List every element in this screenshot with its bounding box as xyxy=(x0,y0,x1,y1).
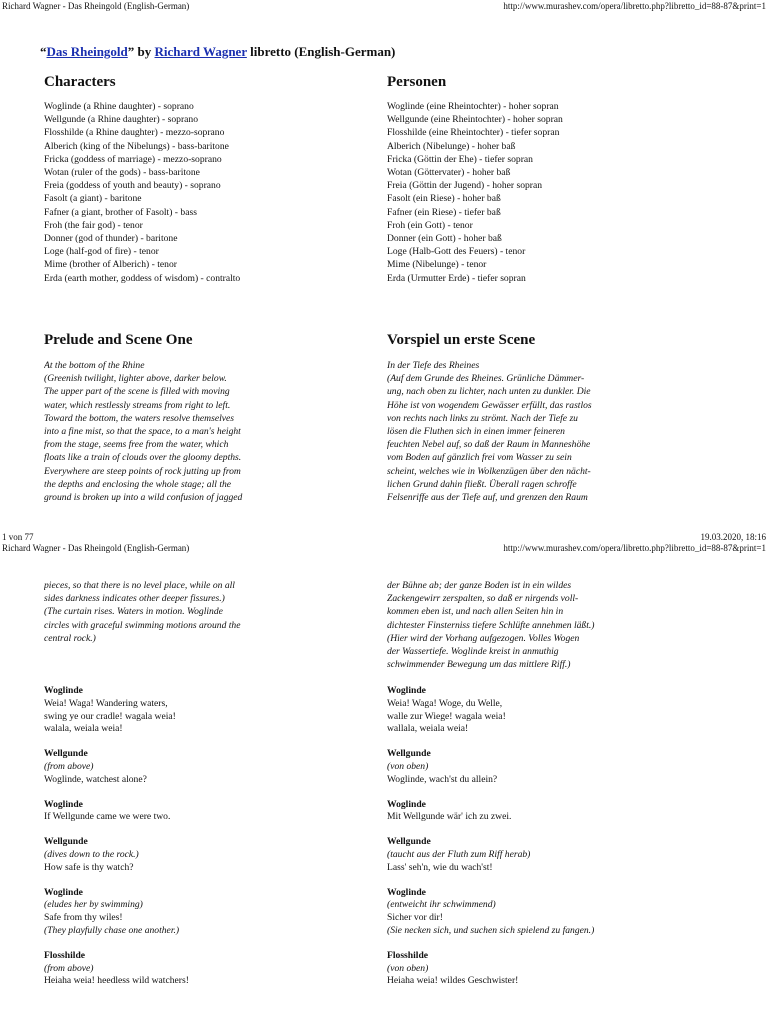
character-entry: Donner (ein Gott) - hoher baß xyxy=(387,233,502,245)
lyric-line: Heiaha weia! wildes Geschwister! xyxy=(387,975,519,987)
dialog-column-de xyxy=(387,685,594,1000)
stage-direction-line: Toward the bottom, the waters resolve themselves xyxy=(44,412,234,424)
print-header-url: http://www.murashev.com/opera/libretto.php?libretto_id=88-87&print=1 xyxy=(503,1,766,11)
dialog-block xyxy=(387,887,594,938)
stage-direction-line: feuchten Nebel auf, so daß der Raum in Manneshöhe xyxy=(387,439,591,451)
characters-heading-de: Personen xyxy=(387,74,447,90)
print-timestamp: 19.03.2020, 18:16 xyxy=(700,532,766,542)
character-entry: Mime (Nibelunge) - tenor xyxy=(387,259,487,271)
character-entry: Flosshilde (eine Rheintochter) - tiefer sopran xyxy=(387,127,560,139)
character-entry: Erda (earth mother, goddess of wisdom) - contralto xyxy=(44,272,241,284)
page-number: 1 von 77 xyxy=(2,532,34,542)
character-entry: Fasolt (ein Riese) - hoher baß xyxy=(387,193,501,205)
dialog-block xyxy=(387,685,594,736)
dialog-block xyxy=(44,887,189,938)
scene-heading-de: Vorspiel un erste Scene xyxy=(387,332,536,348)
character-entry: Wellgunde (a Rhine daughter) - soprano xyxy=(44,114,199,126)
composer-link[interactable]: Richard Wagner xyxy=(154,44,247,59)
document-title xyxy=(40,44,395,60)
dialog-column-en xyxy=(44,685,189,1000)
stage-direction-line: Zackengewirr zerspalten, so daß er nirgends voll- xyxy=(387,593,579,605)
stage-direction-line: sides darkness indicates other deeper fissures.) xyxy=(44,593,225,605)
lyric-line: Heiaha weia! heedless wild watchers! xyxy=(44,975,189,987)
stage-direction: (from above) xyxy=(44,760,94,772)
character-entry: Erda (Urmutter Erde) - tiefer sopran xyxy=(387,272,526,284)
stage-direction-line: the depths and enclosing the whole stage; all the xyxy=(44,478,232,490)
stage-direction: (entweicht ihr schwimmend) xyxy=(387,899,496,911)
character-entry: Fafner (ein Riese) - tiefer baß xyxy=(387,206,501,218)
dialog-block xyxy=(44,950,189,988)
character-entry: Fricka (goddess of marriage) - mezzo-soprano xyxy=(44,153,222,165)
character-entry: Woglinde (eine Rheintochter) - hoher sopran xyxy=(387,101,559,112)
print-header-title: Richard Wagner - Das Rheingold (English-German) xyxy=(2,543,190,553)
stage-direction-line: central rock.) xyxy=(44,632,96,644)
speaker-name: Wellgunde xyxy=(387,836,431,848)
lyric-line: If Wellgunde came we were two. xyxy=(44,811,171,823)
stage-direction-line: lichen Grund dahin fließt. Überall ragen schroffe xyxy=(387,478,577,490)
stage-direction-line: pieces, so that there is no level place, while on all xyxy=(44,580,235,591)
stage-direction-line: lösen die Fluthen sich in einen immer feineren xyxy=(387,426,565,438)
lyric-line: Sicher vor dir! xyxy=(387,912,443,924)
dialog-block xyxy=(387,748,594,786)
lyric-line: Weia! Waga! Woge, du Welle, xyxy=(387,697,503,709)
lyric-line: Weia! Waga! Wandering waters, xyxy=(44,697,168,709)
character-entry: Wellgunde (eine Rheintochter) - hoher sopran xyxy=(387,114,563,126)
character-entry: Froh (ein Gott) - tenor xyxy=(387,219,473,231)
lyric-line: wallala, weiala weia! xyxy=(387,723,469,735)
dialog-block xyxy=(44,748,189,786)
title-quote-open: “ xyxy=(40,44,47,59)
speaker-name: Woglinde xyxy=(387,685,426,696)
stage-direction-line: Everywhere are steep points of rock jutting up from xyxy=(44,465,241,477)
stage-direction-line: schwimmender Bewegung um das mittlere Riff.) xyxy=(387,659,571,671)
stage-direction: (taucht aus der Fluth zum Riff herab) xyxy=(387,848,531,860)
title-by: ” by xyxy=(127,44,155,59)
lyric-line: walle zur Wiege! wagala weia! xyxy=(387,710,506,722)
stage-direction-line: water, which restlessly streams from right to left. xyxy=(44,399,231,411)
stage-direction-line: (Hier wird der Vorhang aufgezogen. Volles Wogen xyxy=(387,632,580,644)
speaker-name: Woglinde xyxy=(44,798,83,810)
stage-direction-line: ground is broken up into a wild confusion of jagged xyxy=(44,492,243,502)
lyric-line: How safe is thy watch? xyxy=(44,861,134,873)
speaker-name: Woglinde xyxy=(44,886,83,898)
stage-direction-line: Höhe ist von wogendem Gewässer erfüllt, das rastlos xyxy=(387,399,592,411)
stage-direction-en xyxy=(44,359,344,502)
character-entry: Fasolt (a giant) - baritone xyxy=(44,193,142,205)
character-entry: Fafner (a giant, brother of Fasolt) - bass xyxy=(44,206,197,218)
stage-direction-line: (The curtain rises. Waters in motion. Woglinde xyxy=(44,606,223,618)
stage-direction-line: floats like a train of clouds over the gloomy depths. xyxy=(44,452,242,464)
lyric-line: Lass' seh'n, wie du wach'st! xyxy=(387,861,493,873)
lyric-line: Woglinde, watchest alone? xyxy=(44,773,147,785)
stage-direction: (eludes her by swimming) xyxy=(44,899,143,911)
print-header-url: http://www.murashev.com/opera/libretto.php?libretto_id=88-87&print=1 xyxy=(503,543,766,553)
character-entry: Mime (brother of Alberich) - tenor xyxy=(44,259,177,271)
dialog-block xyxy=(44,685,189,736)
character-entry: Alberich (Nibelunge) - hoher baß xyxy=(387,140,516,152)
speaker-name: Woglinde xyxy=(387,886,426,898)
character-entry: Wotan (ruler of the gods) - bass-baritone xyxy=(44,167,200,179)
stage-direction: (from above) xyxy=(44,962,94,974)
stage-direction-line: vom Boden auf gänzlich frei vom Wasser zu sein xyxy=(387,452,572,464)
character-entry: Wotan (Göttervater) - hoher baß xyxy=(387,167,511,179)
speaker-name: Woglinde xyxy=(44,685,83,696)
title-suffix: libretto (English-German) xyxy=(246,44,396,59)
character-entry: Loge (half-god of fire) - tenor xyxy=(44,246,159,258)
stage-direction: (They playfully chase one another.) xyxy=(44,924,180,936)
stage-direction: (von oben) xyxy=(387,962,429,974)
character-entry: Freia (Göttin der Jugend) - hoher sopran xyxy=(387,180,543,192)
dialog-block xyxy=(387,950,594,988)
character-entry: Froh (the fair god) - tenor xyxy=(44,219,143,231)
opera-link[interactable]: Das Rheingold xyxy=(46,44,128,59)
stage-direction-line: der Bühne ab; der ganze Boden ist in ein wildes xyxy=(387,580,572,591)
stage-direction-de xyxy=(387,359,687,502)
speaker-name: Woglinde xyxy=(387,798,426,810)
stage-direction-line: The upper part of the scene is filled with moving xyxy=(44,386,230,398)
stage-direction-line: In der Tiefe des Rheines xyxy=(387,360,480,371)
lyric-line: Mit Wellgunde wär' ich zu zwei. xyxy=(387,811,512,823)
speaker-name: Flosshilde xyxy=(44,949,86,961)
lyric-line: swing ye our cradle! wagala weia! xyxy=(44,710,176,722)
stage-direction: (von oben) xyxy=(387,760,429,772)
speaker-name: Flosshilde xyxy=(387,949,429,961)
stage-direction-line: (Greenish twilight, lighter above, darker below. xyxy=(44,373,227,385)
character-entry: Alberich (king of the Nibelungs) - bass-baritone xyxy=(44,140,229,152)
character-entry: Flosshilde (a Rhine daughter) - mezzo-soprano xyxy=(44,127,225,139)
stage-direction-line: kommen eben ist, und nach allen Seiten hin in xyxy=(387,606,564,618)
stage-direction-line: von rechts nach links zu strömt. Nach der Tiefe zu xyxy=(387,412,578,424)
character-entry: Woglinde (a Rhine daughter) - soprano xyxy=(44,101,194,112)
character-entry: Fricka (Göttin der Ehe) - tiefer sopran xyxy=(387,153,533,165)
character-entry: Freia (goddess of youth and beauty) - soprano xyxy=(44,180,221,192)
character-list-en xyxy=(44,100,240,285)
scene-heading-en: Prelude and Scene One xyxy=(44,332,193,348)
character-list-de xyxy=(387,100,563,285)
stage-direction-line: Felsenriffe aus der Tiefe auf, und grenzen den Raum xyxy=(387,492,588,502)
stage-direction-line: At the bottom of the Rhine xyxy=(44,360,145,371)
character-entry: Donner (god of thunder) - baritone xyxy=(44,233,178,245)
lyric-line: Woglinde, wach'st du allein? xyxy=(387,773,498,785)
speaker-name: Wellgunde xyxy=(44,836,88,848)
stage-direction-line: dichtester Finsterniss tiefere Schlüfte annehmen läßt.) xyxy=(387,619,595,631)
stage-direction-line: into a fine mist, so that the space, to a man's height xyxy=(44,426,241,438)
stage-direction-line: circles with graceful swimming motions around the xyxy=(44,619,241,631)
stage-direction: (dives down to the rock.) xyxy=(44,848,139,860)
lyric-line: walala, weiala weia! xyxy=(44,723,123,735)
dialog-block xyxy=(387,799,594,825)
stage-direction-line: ung, nach oben zu lichter, nach unten zu dunkler. Die xyxy=(387,386,591,398)
stage-direction-cont-en xyxy=(44,579,344,649)
stage-direction-line: scheint, welches wie in Wolkenzügen über den nächt- xyxy=(387,465,591,477)
speaker-name: Wellgunde xyxy=(44,748,88,760)
lyric-line: Safe from thy wiles! xyxy=(44,912,123,924)
stage-direction-cont-de xyxy=(387,579,687,675)
dialog-block xyxy=(44,799,189,825)
speaker-name: Wellgunde xyxy=(387,748,431,760)
stage-direction: (Sie necken sich, und suchen sich spielend zu fangen.) xyxy=(387,924,595,936)
stage-direction-line: der Wassertiefe. Woglinde kreist in anmuthig xyxy=(387,646,559,658)
character-entry: Loge (Halb-Gott des Feuers) - tenor xyxy=(387,246,526,258)
stage-direction-line: (Auf dem Grunde des Rheines. Grünliche Dämmer- xyxy=(387,373,585,385)
characters-heading-en: Characters xyxy=(44,74,116,90)
dialog-block xyxy=(44,836,189,874)
dialog-block xyxy=(387,836,594,874)
stage-direction-line: from the stage, seems free from the water, which xyxy=(44,439,229,451)
print-header-title: Richard Wagner - Das Rheingold (English-German) xyxy=(2,1,190,11)
